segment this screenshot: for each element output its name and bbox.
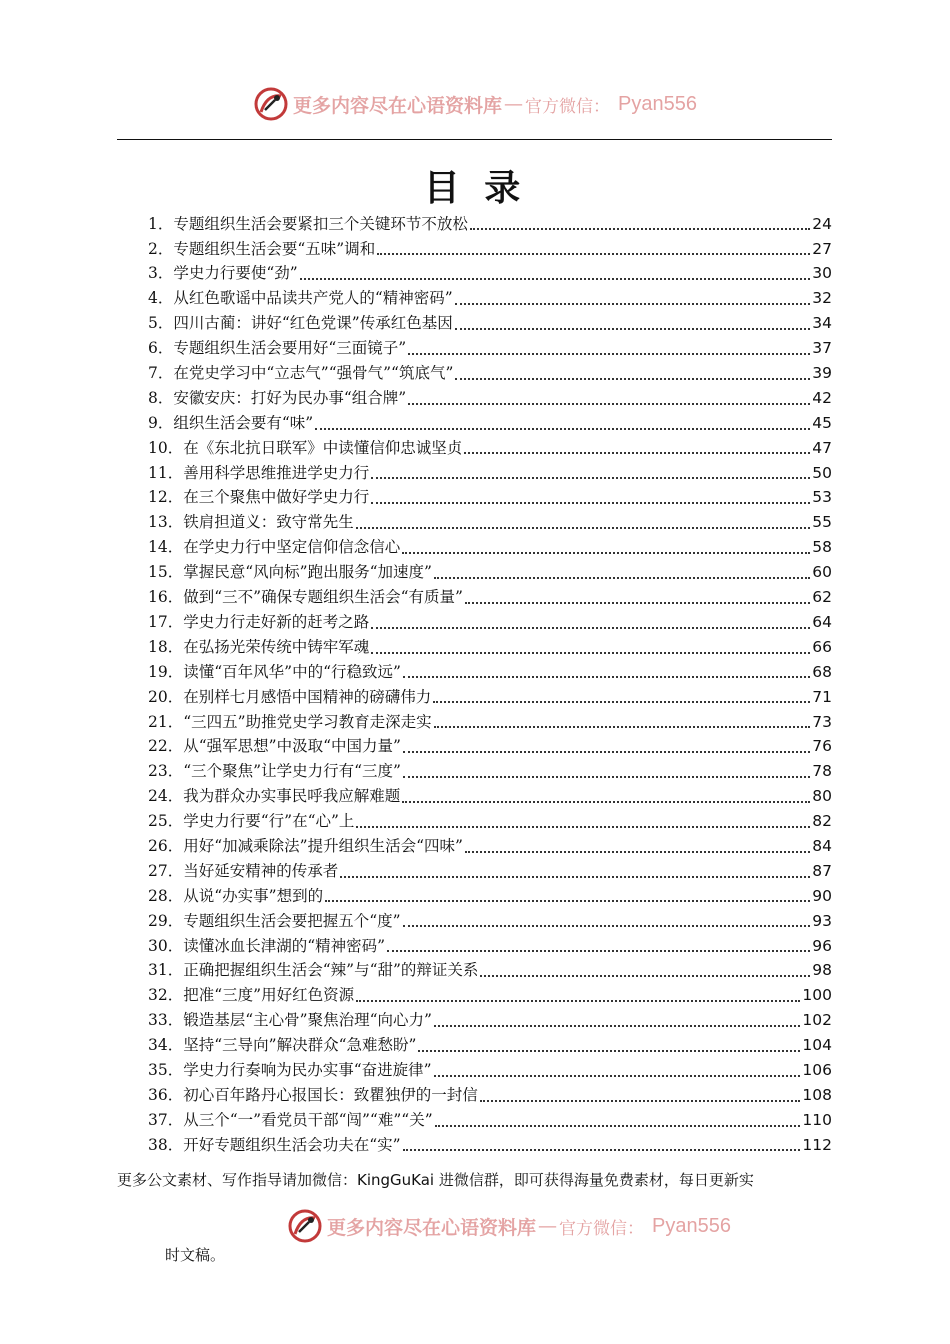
toc-dot-leader xyxy=(371,627,810,629)
toc-entry[interactable] xyxy=(148,660,832,685)
promo-text-line1: 更多公文素材、写作指导请加微信：KingGuKai 进微信群，即可获得海量免费素材，每日更新实 xyxy=(117,1171,754,1189)
toc-entry[interactable] xyxy=(148,1083,832,1108)
toc-entry-page: 42 xyxy=(812,388,832,407)
toc-dot-leader xyxy=(435,1125,801,1127)
toc-entry-page: 53 xyxy=(812,488,832,507)
toc-entry-label: 13．铁肩担道义：致守常先生 xyxy=(148,513,354,532)
toc-entry[interactable] xyxy=(148,984,832,1009)
toc-entry-page: 87 xyxy=(812,861,832,880)
toc-entry-label: 4．从红色歌谣中品读共产党人的“精神密码” xyxy=(148,289,453,308)
toc-dot-leader xyxy=(402,801,810,803)
toc-dot-leader xyxy=(480,975,810,977)
toc-entry[interactable] xyxy=(148,560,832,585)
toc-entry-label: 20．在别样七月感悟中国精神的磅礴伟力 xyxy=(148,687,432,706)
toc-entry-label: 16．做到“三不”确保专题组织生活会“有质量” xyxy=(148,588,463,607)
toc-entry[interactable] xyxy=(148,511,832,536)
banner-sub-text: 官方微信： xyxy=(559,1218,645,1239)
banner-separator: — xyxy=(538,1215,558,1237)
toc-dot-leader xyxy=(300,278,811,280)
toc-dot-leader xyxy=(377,253,810,255)
toc-entry-label: 17．学史力行走好新的赶考之路 xyxy=(148,612,370,631)
toc-dot-leader xyxy=(356,1000,800,1002)
toc-dot-leader xyxy=(403,1149,801,1151)
toc-entry[interactable] xyxy=(148,411,832,436)
toc-entry[interactable] xyxy=(148,959,832,984)
toc-entry-label: 10．在《东北抗日联军》中读懂信仰忠诚坚贞 xyxy=(148,438,463,457)
toc-entry[interactable] xyxy=(148,536,832,561)
header-watermark-banner xyxy=(0,84,950,124)
toc-dot-leader xyxy=(418,1050,800,1052)
toc-entry-page: 76 xyxy=(812,737,832,756)
toc-entry[interactable] xyxy=(148,685,832,710)
toc-entry-label: 25．学史力行要“行”在“心”上 xyxy=(148,812,355,831)
toc-entry-label: 24．我为群众办实事民呼我应解难题 xyxy=(148,787,401,806)
toc-entry[interactable] xyxy=(148,486,832,511)
toc-entry-page: 24 xyxy=(812,214,832,233)
toc-entry-page: 80 xyxy=(812,787,832,806)
toc-entry-label: 18．在弘扬光荣传统中铸牢军魂 xyxy=(148,637,370,656)
toc-dot-leader xyxy=(315,428,810,430)
toc-entry-page: 27 xyxy=(812,239,832,258)
toc-entry-page: 32 xyxy=(812,289,832,308)
toc-entry-page: 50 xyxy=(812,463,832,482)
toc-entry[interactable] xyxy=(148,237,832,262)
toc-entry-label: 3．学史力行要使“劲” xyxy=(148,264,298,283)
toc-dot-leader xyxy=(465,602,810,604)
toc-dot-leader xyxy=(356,826,810,828)
toc-entry[interactable] xyxy=(148,312,832,337)
toc-entry-page: 64 xyxy=(812,612,832,631)
toc-entry-page: 93 xyxy=(812,911,832,930)
toc-entry-page: 47 xyxy=(812,438,832,457)
toc-entry-page: 104 xyxy=(802,1036,832,1055)
toc-entry[interactable] xyxy=(148,386,832,411)
toc-entry[interactable] xyxy=(148,336,832,361)
toc-entry-page: 78 xyxy=(812,762,832,781)
toc-entry-page: 106 xyxy=(802,1060,832,1079)
toc-entry-page: 68 xyxy=(812,662,832,681)
toc-entry-label: 9．组织生活会要有“味” xyxy=(148,413,314,432)
toc-entry[interactable] xyxy=(148,710,832,735)
toc-entry[interactable] xyxy=(148,436,832,461)
toc-entry-label: 30．读懂冰血长津湖的“精神密码” xyxy=(148,936,386,955)
toc-entry-label: 36．初心百年路丹心报国长：致瞿独伊的一封信 xyxy=(148,1085,478,1104)
toc-entry-page: 102 xyxy=(802,1011,832,1030)
banner-sub-text: 官方微信： xyxy=(525,96,611,117)
toc-dot-leader xyxy=(408,403,810,405)
toc-dot-leader xyxy=(465,851,810,853)
toc-dot-leader xyxy=(434,1025,800,1027)
toc-entry[interactable] xyxy=(148,1033,832,1058)
toc-entry-page: 110 xyxy=(802,1110,832,1129)
toc-entry-page: 66 xyxy=(812,637,832,656)
banner-separator: — xyxy=(504,93,524,115)
toc-entry-label: 28．从说“办实事”想到的 xyxy=(148,886,324,905)
toc-entry-label: 14．在学史力行中坚定信仰信念信心 xyxy=(148,538,401,557)
toc-dot-leader xyxy=(402,552,810,554)
toc-dot-leader xyxy=(403,776,810,778)
toc-entry-label: 32．把准“三度”用好红色资源 xyxy=(148,986,355,1005)
toc-entry[interactable] xyxy=(148,635,832,660)
toc-dot-leader xyxy=(433,701,810,703)
toc-entry-page: 45 xyxy=(812,413,832,432)
toc-entry[interactable] xyxy=(148,1108,832,1133)
toc-entry[interactable] xyxy=(148,1058,832,1083)
toc-entry[interactable] xyxy=(148,784,832,809)
banner-main-text: 更多内容尽在心语资料库 xyxy=(293,94,503,117)
toc-dot-leader xyxy=(455,303,811,305)
toc-entry-page: 60 xyxy=(812,563,832,582)
toc-entry-page: 58 xyxy=(812,538,832,557)
toc-entry-label: 8．安徽安庆：打好为民办事“组合牌” xyxy=(148,388,407,407)
toc-entry-page: 30 xyxy=(812,264,832,283)
toc-dot-leader xyxy=(455,328,811,330)
toc-entry[interactable] xyxy=(148,859,832,884)
toc-dot-leader xyxy=(371,502,810,504)
toc-dot-leader xyxy=(356,527,811,529)
toc-entry-page: 112 xyxy=(802,1135,832,1154)
toc-dot-leader xyxy=(408,353,810,355)
toc-entry[interactable] xyxy=(148,760,832,785)
toc-entry[interactable] xyxy=(148,909,832,934)
toc-entry[interactable] xyxy=(148,834,832,859)
toc-entry[interactable] xyxy=(148,262,832,287)
banner-wechat-id: Pyan556 xyxy=(652,1214,731,1237)
toc-title: 目 录 xyxy=(423,167,527,209)
toc-dot-leader xyxy=(434,577,810,579)
toc-entry-label: 21．“三四五”助推党史学习教育走深走实 xyxy=(148,712,432,731)
banner-wechat-id: Pyan556 xyxy=(618,92,697,115)
promo-text-line2: 时文稿。 xyxy=(165,1246,226,1264)
toc-entry[interactable] xyxy=(148,361,832,386)
logo-icon xyxy=(253,86,289,122)
toc-entry-label: 23．“三个聚焦”让学史力行有“三度” xyxy=(148,762,401,781)
toc-entry[interactable] xyxy=(148,735,832,760)
toc-dot-leader xyxy=(371,477,810,479)
toc-dot-leader xyxy=(325,900,810,902)
toc-entry-page: 108 xyxy=(802,1085,832,1104)
toc-entry[interactable] xyxy=(148,934,832,959)
toc-entry-page: 39 xyxy=(812,364,832,383)
toc-entry-page: 55 xyxy=(812,513,832,532)
toc-entry-page: 37 xyxy=(812,339,832,358)
toc-entry[interactable] xyxy=(148,610,832,635)
toc-entry[interactable] xyxy=(148,809,832,834)
toc-entry-label: 7．在党史学习中“立志气”“强骨气”“筑底气” xyxy=(148,364,454,383)
toc-entry[interactable] xyxy=(148,212,832,237)
toc-dot-leader xyxy=(371,652,810,654)
toc-entry-page: 100 xyxy=(802,986,832,1005)
header-divider xyxy=(117,139,832,140)
toc-entry-label: 2．专题组织生活会要“五味”调和 xyxy=(148,239,376,258)
toc-entry-label: 22．从“强军思想”中汲取“中国力量” xyxy=(148,737,401,756)
toc-entry-page: 73 xyxy=(812,712,832,731)
toc-entry-label: 34．坚持“三导向”解决群众“急难愁盼” xyxy=(148,1036,417,1055)
toc-entry-page: 96 xyxy=(812,936,832,955)
toc-dot-leader xyxy=(403,676,810,678)
toc-entry-label: 27．当好延安精神的传承者 xyxy=(148,861,339,880)
toc-dot-leader xyxy=(455,378,810,380)
toc-dot-leader xyxy=(464,452,810,454)
toc-entry[interactable] xyxy=(148,585,832,610)
toc-entry-page: 34 xyxy=(812,314,832,333)
toc-entry-label: 29．专题组织生活会要把握五个“度” xyxy=(148,911,401,930)
toc-entry-label: 5．四川古蔺：讲好“红色党课”传承红色基因 xyxy=(148,314,453,333)
toc-entry-label: 37．从三个“一”看党员干部“闯”“难”“关” xyxy=(148,1110,433,1129)
toc-dot-leader xyxy=(340,876,810,878)
toc-entry-label: 1．专题组织生活会要紧扣三个关键环节不放松 xyxy=(148,214,468,233)
toc-entry-page: 71 xyxy=(812,687,832,706)
toc-entry-label: 35．学史力行奏响为民办实事“奋进旋律” xyxy=(148,1060,432,1079)
toc-list xyxy=(148,212,832,1158)
toc-entry-label: 6．专题组织生活会要用好“三面镜子” xyxy=(148,339,407,358)
logo-icon xyxy=(287,1208,323,1244)
toc-dot-leader xyxy=(480,1100,801,1102)
toc-dot-leader xyxy=(434,1075,801,1077)
toc-entry-label: 33．锻造基层“主心骨”聚焦治理“向心力” xyxy=(148,1011,432,1030)
toc-entry-page: 62 xyxy=(812,588,832,607)
toc-entry[interactable] xyxy=(148,287,832,312)
toc-entry-label: 15．掌握民意“风向标”跑出服务“加速度” xyxy=(148,563,432,582)
toc-entry[interactable] xyxy=(148,884,832,909)
toc-entry-page: 90 xyxy=(812,886,832,905)
toc-entry[interactable] xyxy=(148,1009,832,1034)
toc-dot-leader xyxy=(434,726,811,728)
toc-entry-label: 38．开好专题组织生活会功夫在“实” xyxy=(148,1135,401,1154)
toc-dot-leader xyxy=(470,228,810,230)
toc-entry-page: 84 xyxy=(812,836,832,855)
toc-entry[interactable] xyxy=(148,461,832,486)
toc-dot-leader xyxy=(403,751,810,753)
toc-dot-leader xyxy=(403,925,811,927)
toc-dot-leader xyxy=(387,950,810,952)
toc-entry-label: 31．正确把握组织生活会“辣”与“甜”的辩证关系 xyxy=(148,961,479,980)
footer-watermark-banner xyxy=(34,1206,950,1246)
toc-entry[interactable] xyxy=(148,1133,832,1158)
toc-entry-label: 19．读懂“百年风华”中的“行稳致远” xyxy=(148,662,401,681)
toc-entry-label: 12．在三个聚焦中做好学史力行 xyxy=(148,488,370,507)
toc-entry-label: 11．善用科学思维推进学史力行 xyxy=(148,463,370,482)
toc-entry-page: 82 xyxy=(812,812,832,831)
toc-entry-page: 98 xyxy=(812,961,832,980)
banner-main-text: 更多内容尽在心语资料库 xyxy=(327,1216,537,1239)
toc-entry-label: 26．用好“加减乘除法”提升组织生活会“四味” xyxy=(148,836,463,855)
